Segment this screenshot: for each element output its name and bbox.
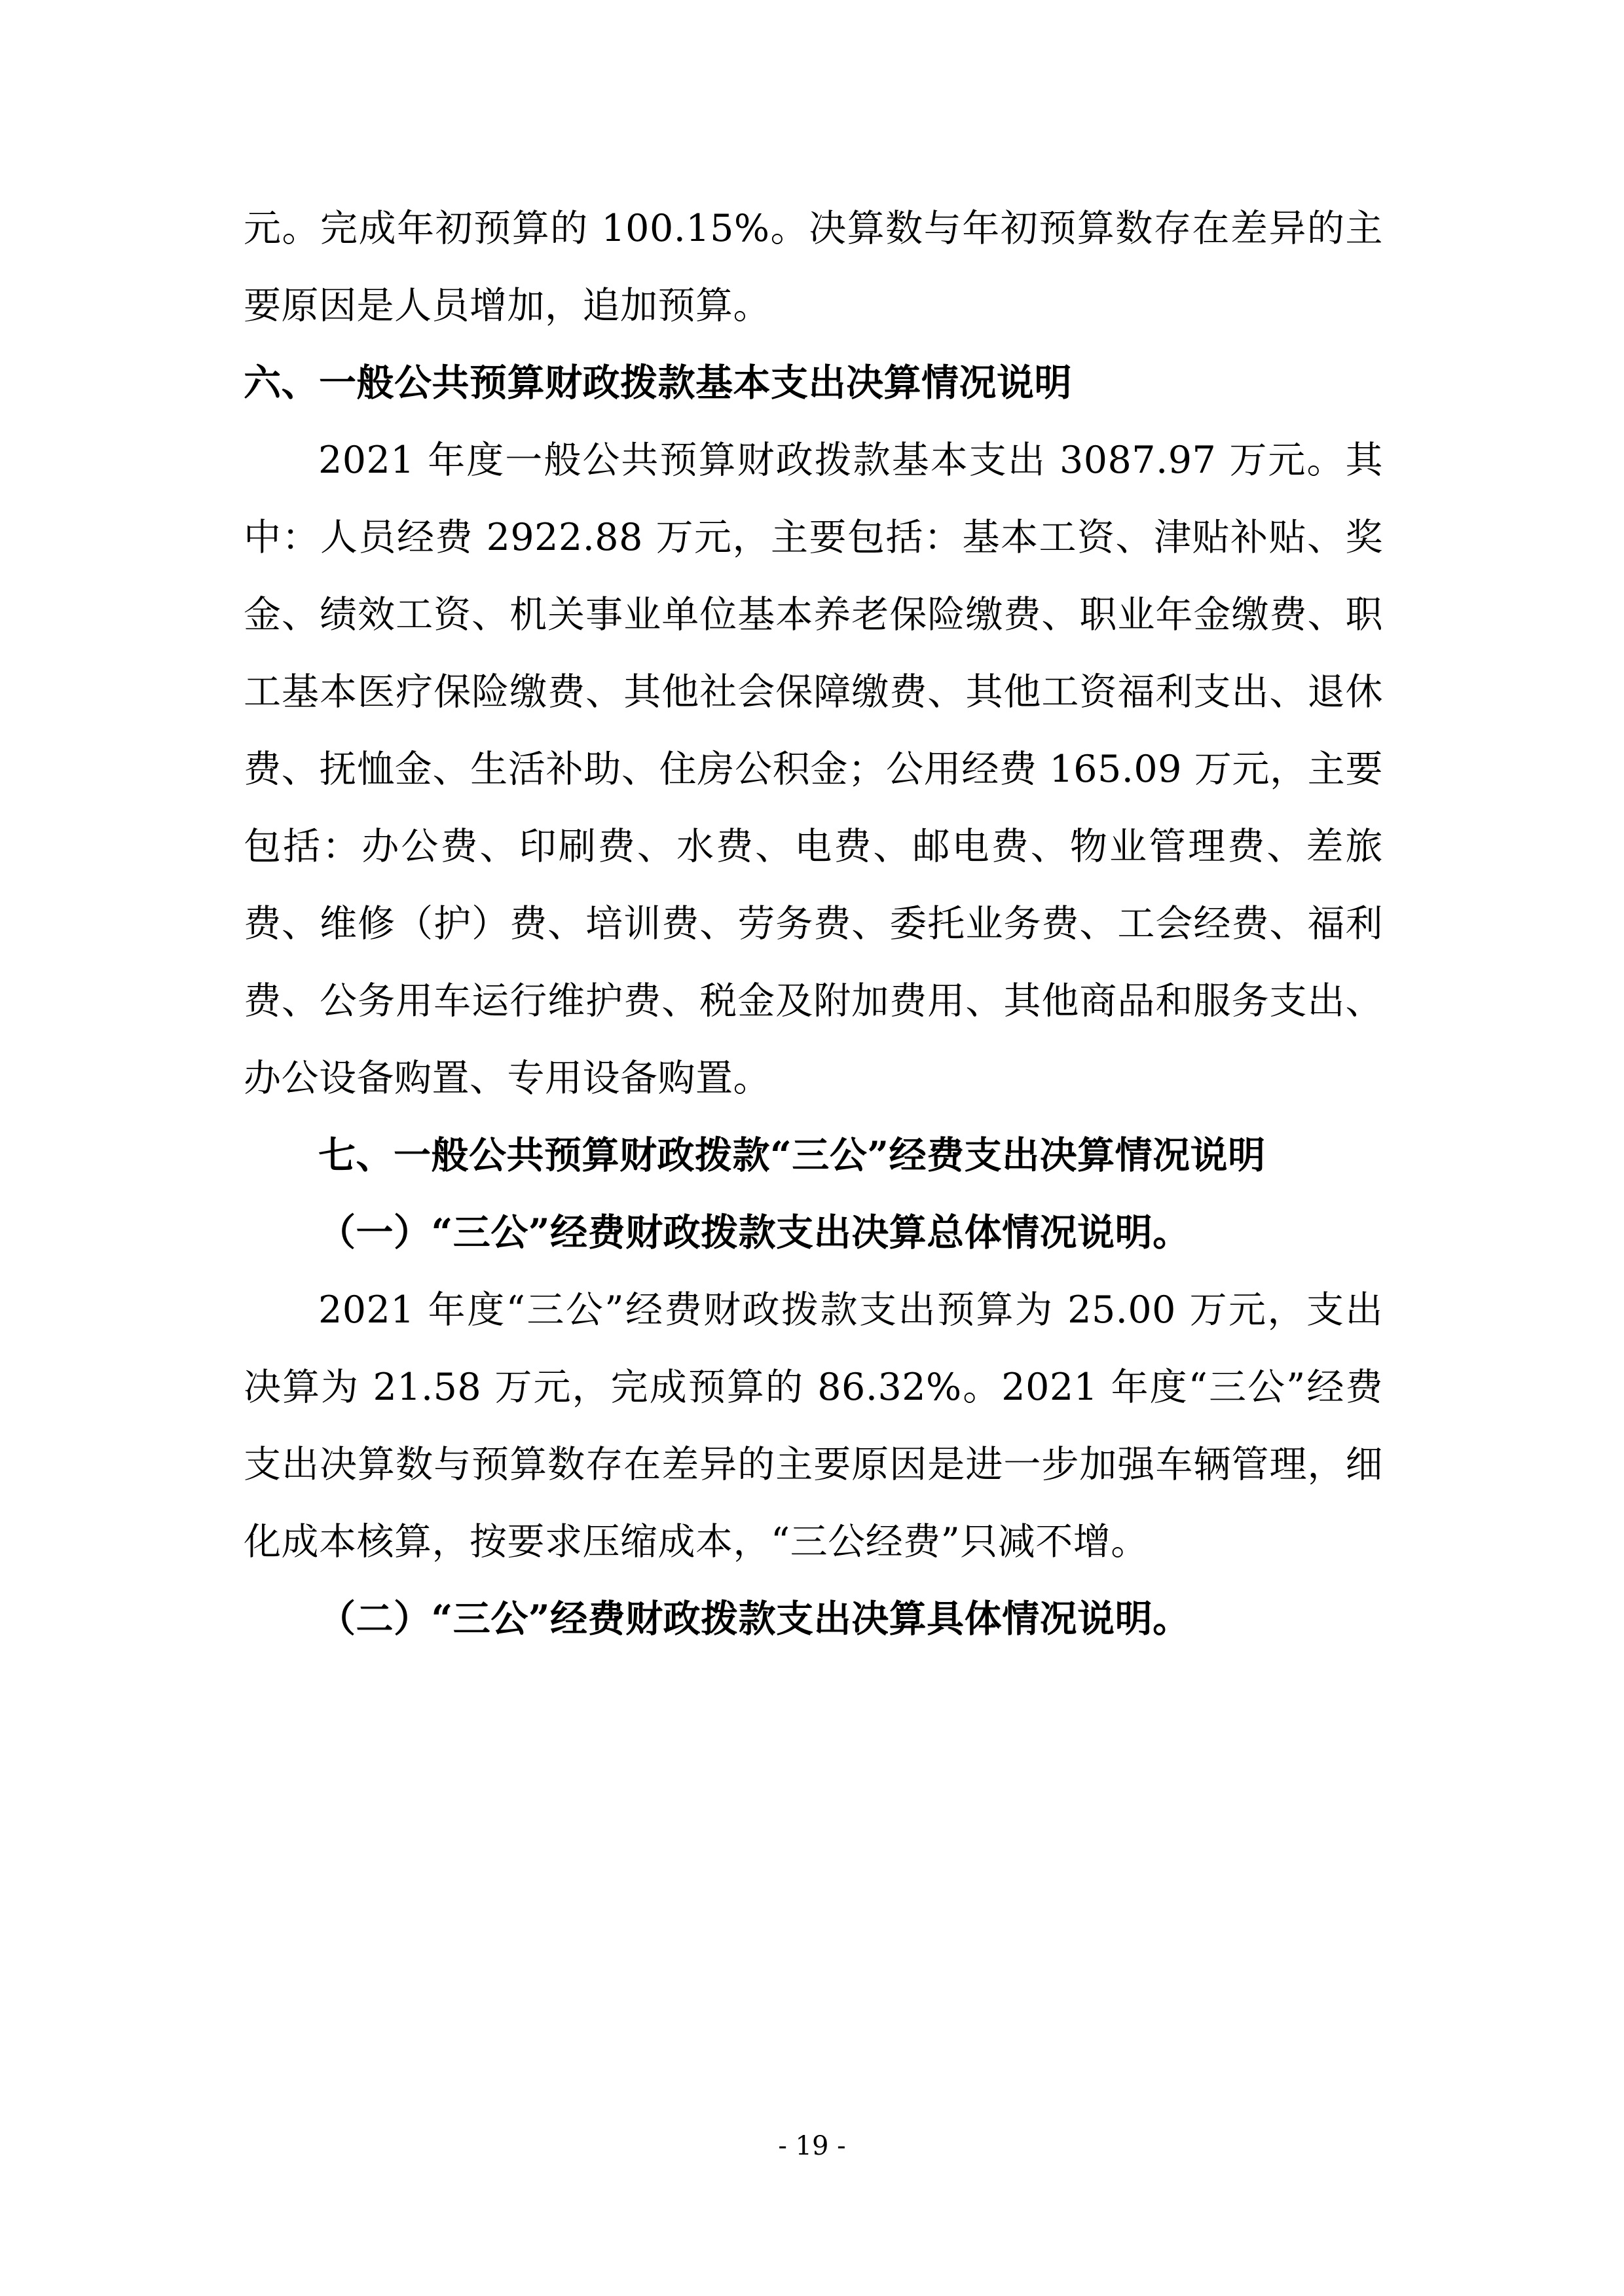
heading-section-six: 六、一般公共预算财政拨款基本支出决算情况说明 <box>244 361 1072 405</box>
paragraph-continued-budget-completion: 元。完成年初预算的 100.15%。决算数与年初预算数存在差异的主要原因是人员增加，追加预算。 <box>244 207 1383 327</box>
subheading-three-public-specific: （二）“三公”经费财政拨款支出决算具体情况说明。 <box>318 1597 1190 1641</box>
page-number: - 19 - <box>778 2131 846 2161</box>
paragraph-basic-expenditure-detail: 2021 年度一般公共预算财政拨款基本支出 3087.97 万元。其中：人员经费 2922.88 万元，主要包括：基本工资、津贴补贴、奖金、绩效工资、机关事业单位基本养老保险缴费、职业年金缴费、职工基本医疗保险缴费、其他社会保障缴费、其他工资福利支出、退休费、抚恤金、生活补助、住房公积金；公用经费 165.09 万元，主要包括：办公费、印刷费、水费、电费、邮电费、物业管理费、差旅费、维修（护）费、培训费、劳务费、委托业务费、工会经费、福利费、公务用车运行维护费、税金及附加费用、其他商品和服务支出、办公设备购置、专用设备购置。 <box>244 439 1383 1100</box>
heading-section-seven: 七、一般公共预算财政拨款“三公”经费支出决算情况说明 <box>318 1133 1266 1177</box>
subheading-three-public-overall: （一）“三公”经费财政拨款支出决算总体情况说明。 <box>318 1211 1190 1254</box>
page-content <box>244 190 1383 1658</box>
paragraph-three-public-overall-detail: 2021 年度“三公”经费财政拨款支出预算为 25.00 万元，支出决算为 21.58 万元，完成预算的 86.32%。2021 年度“三公”经费支出决算数与预算数存在差异的主要原因是进一步加强车辆管理，细化成本核算，按要求压缩成本，“三公经费”只减不增。 <box>244 1288 1383 1563</box>
